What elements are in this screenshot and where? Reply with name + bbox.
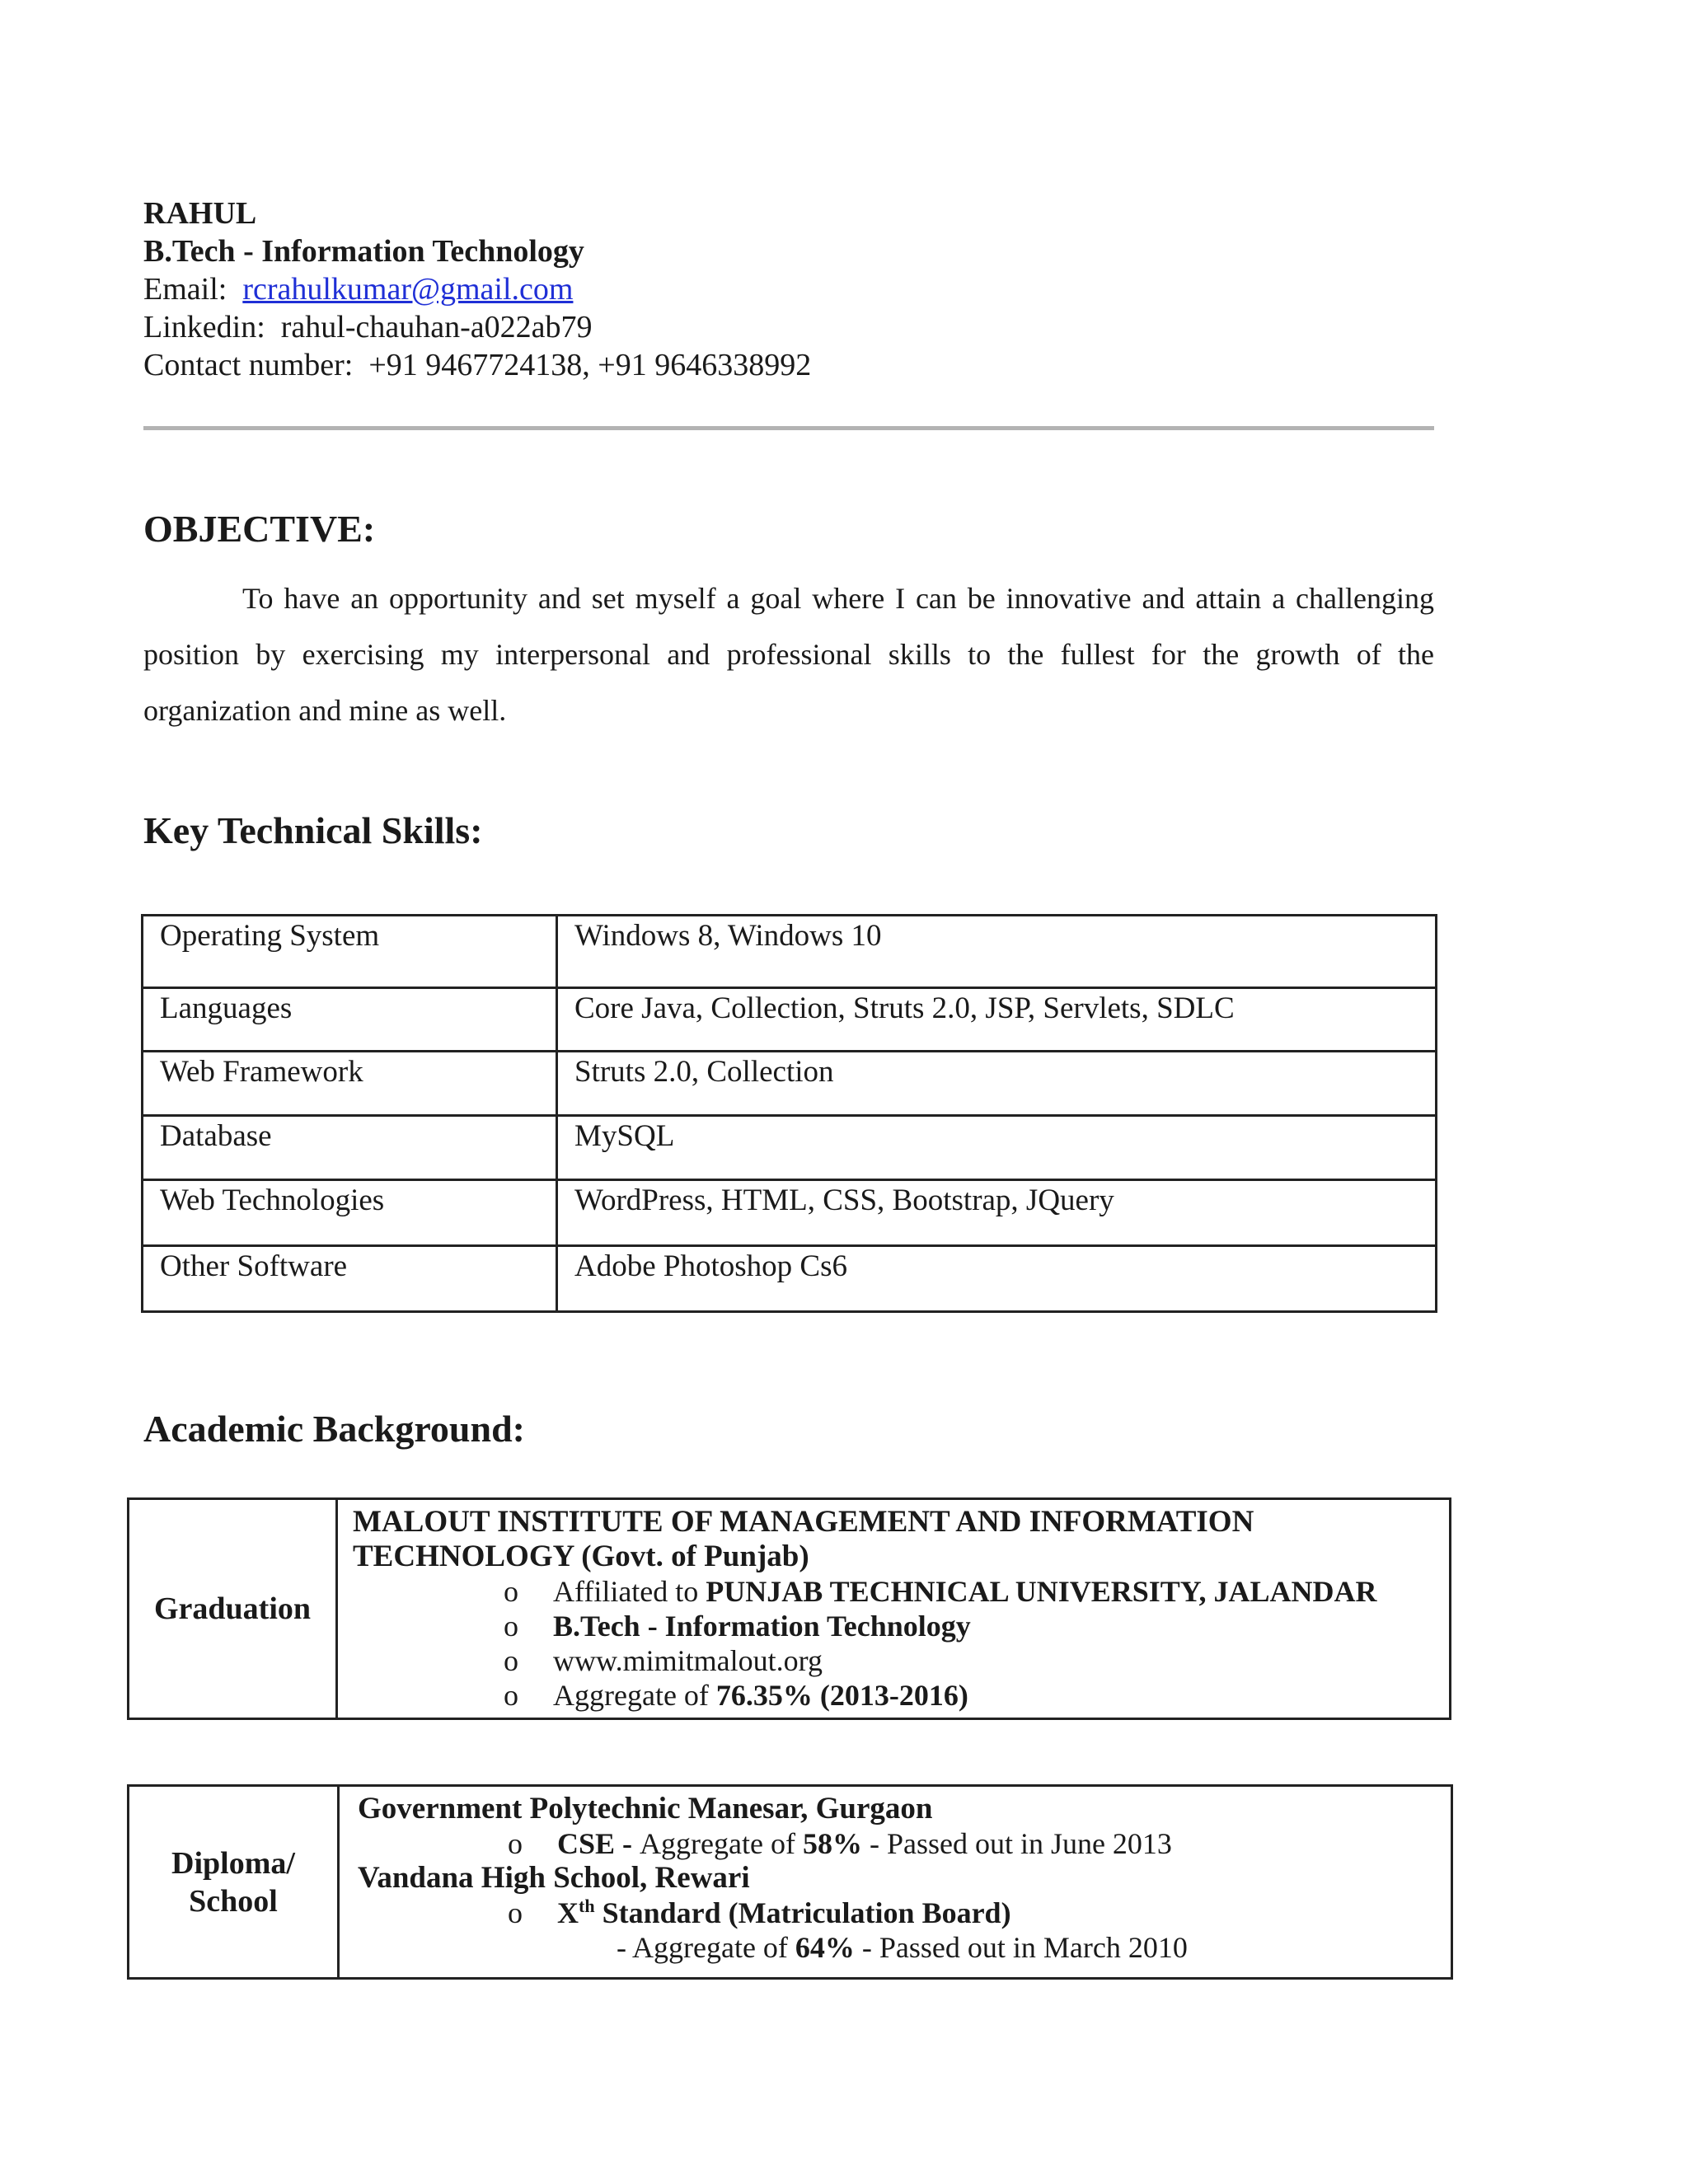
graduation-degree: B.Tech - Information Technology bbox=[553, 1610, 971, 1643]
diploma-details bbox=[339, 1786, 1452, 1979]
objective-title: OBJECTIVE: bbox=[143, 508, 376, 550]
diploma-table bbox=[127, 1784, 1453, 1980]
skill-value: Windows 8, Windows 10 bbox=[557, 916, 1437, 988]
graduation-institute: MALOUT INSTITUTE OF MANAGEMENT AND INFORMATION TECHNOLOGY (Govt. of Punjab) bbox=[353, 1505, 1254, 1573]
bullet-icon: o bbox=[508, 1827, 523, 1860]
bullet-icon: o bbox=[504, 1610, 518, 1643]
list-item bbox=[351, 1643, 1436, 1678]
linkedin-label: Linkedin: bbox=[143, 310, 265, 344]
list-item bbox=[353, 1896, 1437, 1930]
graduation-label: Graduation bbox=[129, 1499, 337, 1719]
email-line bbox=[143, 270, 811, 308]
skill-value: Struts 2.0, Collection bbox=[557, 1052, 1437, 1116]
contact-label: Contact number: bbox=[143, 348, 354, 382]
bullet-icon: o bbox=[508, 1896, 523, 1929]
linkedin-line bbox=[143, 308, 811, 346]
contact-value: +91 9467724138, +91 9646338992 bbox=[368, 348, 812, 382]
graduation-details bbox=[337, 1499, 1451, 1719]
diploma-label-line1: Diploma/ bbox=[171, 1845, 295, 1881]
diploma-cse: CSE - Aggregate of 58% - Passed out in June 2013 bbox=[557, 1827, 1172, 1860]
diploma-label-line2: School bbox=[189, 1883, 278, 1919]
bullet-icon: o bbox=[504, 1679, 518, 1712]
objective-text: To have an opportunity and set myself a goal where I can be innovative and attain a challenging position by exercising my interpersonal and professional skills to the fullest for the growth of the organization and mine as well. bbox=[143, 582, 1434, 727]
table-row bbox=[143, 1116, 1437, 1180]
table-row bbox=[143, 988, 1437, 1052]
skill-value: WordPress, HTML, CSS, Bootstrap, JQuery bbox=[557, 1180, 1437, 1246]
list-item bbox=[351, 1678, 1436, 1713]
school-standard: Xth Standard (Matriculation Board) bbox=[557, 1896, 1011, 1929]
skill-label: Database bbox=[143, 1116, 557, 1180]
bullet-icon: o bbox=[504, 1644, 518, 1677]
skill-value: MySQL bbox=[557, 1116, 1437, 1180]
skill-label: Languages bbox=[143, 988, 557, 1052]
bullet-icon: o bbox=[504, 1575, 518, 1608]
skills-table bbox=[141, 914, 1437, 1313]
school-institute: Vandana High School, Rewari bbox=[358, 1861, 750, 1895]
header-block bbox=[143, 194, 811, 384]
diploma-label bbox=[129, 1786, 339, 1979]
skill-label: Web Technologies bbox=[143, 1180, 557, 1246]
list-item bbox=[351, 1574, 1436, 1609]
school-aggregate: - Aggregate of 64% - Passed out in March 2010 bbox=[617, 1931, 1188, 1964]
header-divider bbox=[143, 426, 1434, 430]
contact-line bbox=[143, 346, 811, 384]
affiliation: Affiliated to PUNJAB TECHNICAL UNIVERSITY, JALANDAR bbox=[553, 1575, 1377, 1608]
skill-label: Operating System bbox=[143, 916, 557, 988]
table-row bbox=[143, 1180, 1437, 1246]
email-label: Email: bbox=[143, 272, 227, 307]
list-item bbox=[353, 1826, 1437, 1861]
candidate-degree: B.Tech - Information Technology bbox=[143, 234, 584, 269]
skill-value: Adobe Photoshop Cs6 bbox=[557, 1246, 1437, 1312]
email-link[interactable]: rcrahulkumar@gmail.com bbox=[242, 272, 574, 307]
list-item bbox=[351, 1609, 1436, 1643]
academic-title: Academic Background: bbox=[143, 1408, 525, 1450]
skill-label: Web Framework bbox=[143, 1052, 557, 1116]
skill-value: Core Java, Collection, Struts 2.0, JSP, Servlets, SDLC bbox=[557, 988, 1437, 1052]
institute-website: www.mimitmalout.org bbox=[553, 1644, 823, 1677]
graduation-table bbox=[127, 1497, 1451, 1720]
table-row bbox=[143, 1246, 1437, 1312]
table-row bbox=[143, 916, 1437, 988]
skill-label: Other Software bbox=[143, 1246, 557, 1312]
linkedin-value: rahul-chauhan-a022ab79 bbox=[280, 310, 593, 344]
skills-title: Key Technical Skills: bbox=[143, 809, 483, 851]
graduation-aggregate: Aggregate of 76.35% (2013-2016) bbox=[553, 1679, 968, 1712]
diploma-institute: Government Polytechnic Manesar, Gurgaon bbox=[358, 1792, 933, 1825]
table-row bbox=[143, 1052, 1437, 1116]
candidate-name: RAHUL bbox=[143, 196, 257, 231]
